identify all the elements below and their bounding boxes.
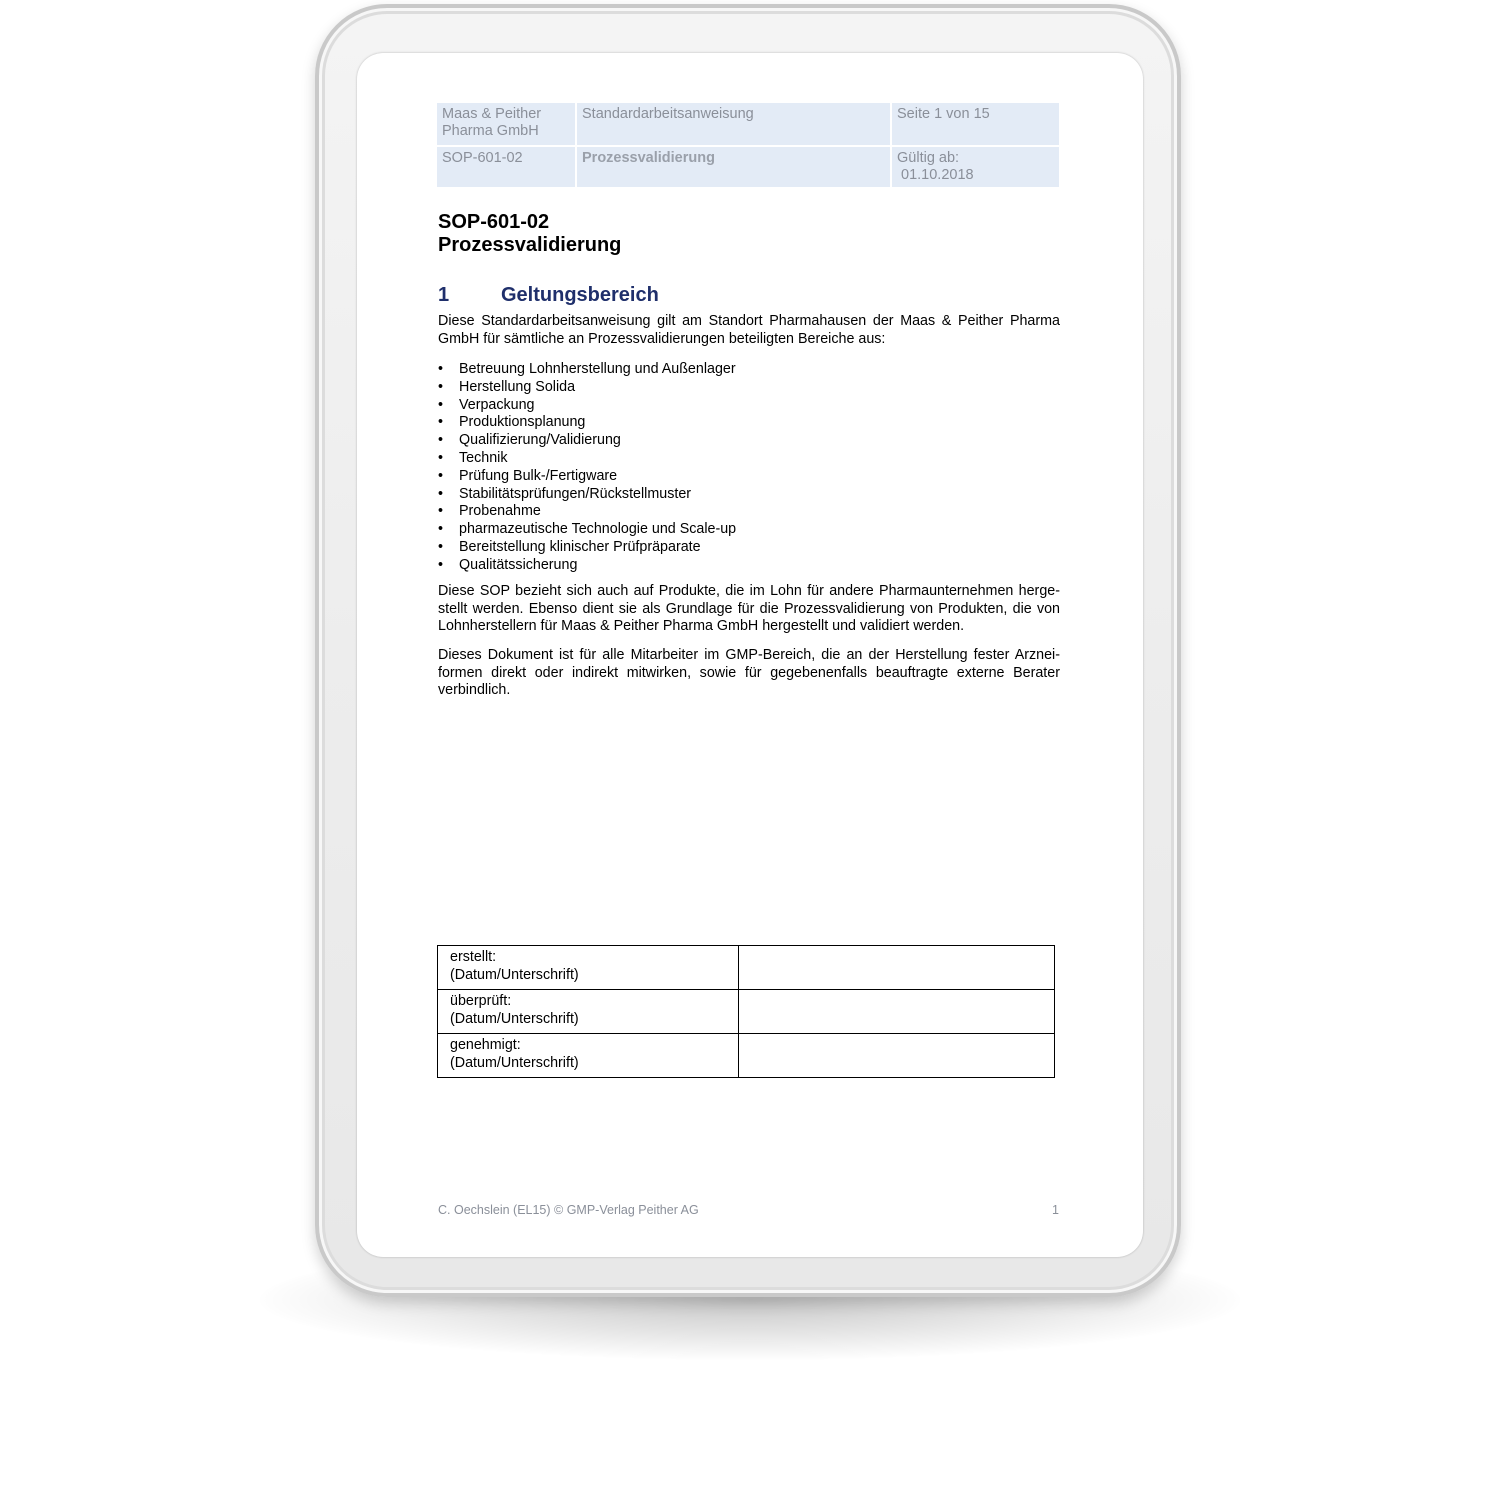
signature-label-created bbox=[438, 946, 739, 990]
header-company: Maas & Peither Pharma GmbH bbox=[437, 103, 577, 147]
signature-role: genehmigt: bbox=[450, 1037, 521, 1053]
footer-page-number: 1 bbox=[1052, 1203, 1059, 1217]
scope-paragraph-binding: Dieses Dokument ist für alle Mitarbeiter im GMP-Bereich, die an der Herstellung fester Arzneiformen direkt oder indirekt mitwirken, sowie für gegebenenfalls beauftragte externe Berater verbindlich. bbox=[438, 647, 1060, 698]
list-item: • Betreuung Lohnherstellung und Außenlager bbox=[438, 361, 1058, 379]
header-valid-date: 01.10.2018 bbox=[901, 167, 974, 183]
header-valid-from bbox=[892, 147, 1059, 187]
list-item: • Verpackung bbox=[438, 397, 1058, 415]
document-title bbox=[438, 211, 621, 257]
header-doc-type: Standardarbeitsanweisung bbox=[577, 103, 892, 147]
signature-field-approved[interactable] bbox=[739, 1034, 1055, 1078]
document-header-table bbox=[437, 103, 1059, 187]
list-item: • Qualifizierung/Validierung bbox=[438, 432, 1058, 450]
list-item: • Herstellung Solida bbox=[438, 379, 1058, 397]
document-title-id: SOP-601-02 bbox=[438, 211, 550, 233]
signature-field-reviewed[interactable] bbox=[739, 990, 1055, 1034]
table-row bbox=[438, 1034, 1055, 1078]
list-item: • pharmazeutische Technologie und Scale-up bbox=[438, 521, 1058, 539]
signature-hint: (Datum/Unterschrift) bbox=[450, 1011, 579, 1027]
list-item: • Technik bbox=[438, 450, 1058, 468]
department-list bbox=[438, 361, 1058, 575]
signature-role: überprüft: bbox=[450, 993, 512, 1009]
signature-label-approved bbox=[438, 1034, 739, 1078]
signature-label-reviewed bbox=[438, 990, 739, 1034]
section-number: 1 bbox=[438, 284, 450, 306]
list-item: • Prüfung Bulk-/Fertigware bbox=[438, 468, 1058, 486]
section-title: Geltungsbereich bbox=[501, 284, 659, 306]
table-row bbox=[438, 990, 1055, 1034]
list-item: • Bereitstellung klinischer Prüfpräparate bbox=[438, 539, 1058, 557]
signature-hint: (Datum/Unterschrift) bbox=[450, 967, 579, 983]
header-valid-label: Gültig ab: bbox=[897, 150, 960, 166]
signature-field-created[interactable] bbox=[739, 946, 1055, 990]
table-row bbox=[438, 946, 1055, 990]
header-page-count: Seite 1 von 15 bbox=[892, 103, 1059, 147]
list-item: • Qualitätssicherung bbox=[438, 557, 1058, 575]
signature-hint: (Datum/Unterschrift) bbox=[450, 1055, 579, 1071]
footer-author: C. Oechslein (EL15) © GMP-Verlag Peither AG bbox=[438, 1203, 699, 1217]
document-title-name: Prozessvalidierung bbox=[438, 234, 622, 256]
signature-role: erstellt: bbox=[450, 949, 497, 965]
header-sop-title: Prozessvalidierung bbox=[577, 147, 892, 187]
scope-paragraph-products: Diese SOP bezieht sich auch auf Produkte, die im Lohn für andere Pharmaunternehmen hergestellt werden. Ebenso dient sie als Grundlage für die Prozessvalidierung von Produkten, die von Lohnherstellern für Maas & Peither Pharma GmbH hergestellt und validiert werden. bbox=[438, 583, 1060, 634]
section-intro-paragraph: Diese Standardarbeitsanweisung gilt am Standort Pharmahausen der Maas & Peither Pharma GmbH für sämtliche an Prozessvalidierungen beteiligten Bereiche aus: bbox=[438, 313, 1060, 347]
list-item: • Produktionsplanung bbox=[438, 414, 1058, 432]
list-item: • Probenahme bbox=[438, 503, 1058, 521]
header-sop-id: SOP-601-02 bbox=[437, 147, 577, 187]
signature-table bbox=[437, 945, 1055, 1078]
list-item: • Stabilitätsprüfungen/Rückstellmuster bbox=[438, 486, 1058, 504]
section-heading bbox=[438, 283, 659, 307]
